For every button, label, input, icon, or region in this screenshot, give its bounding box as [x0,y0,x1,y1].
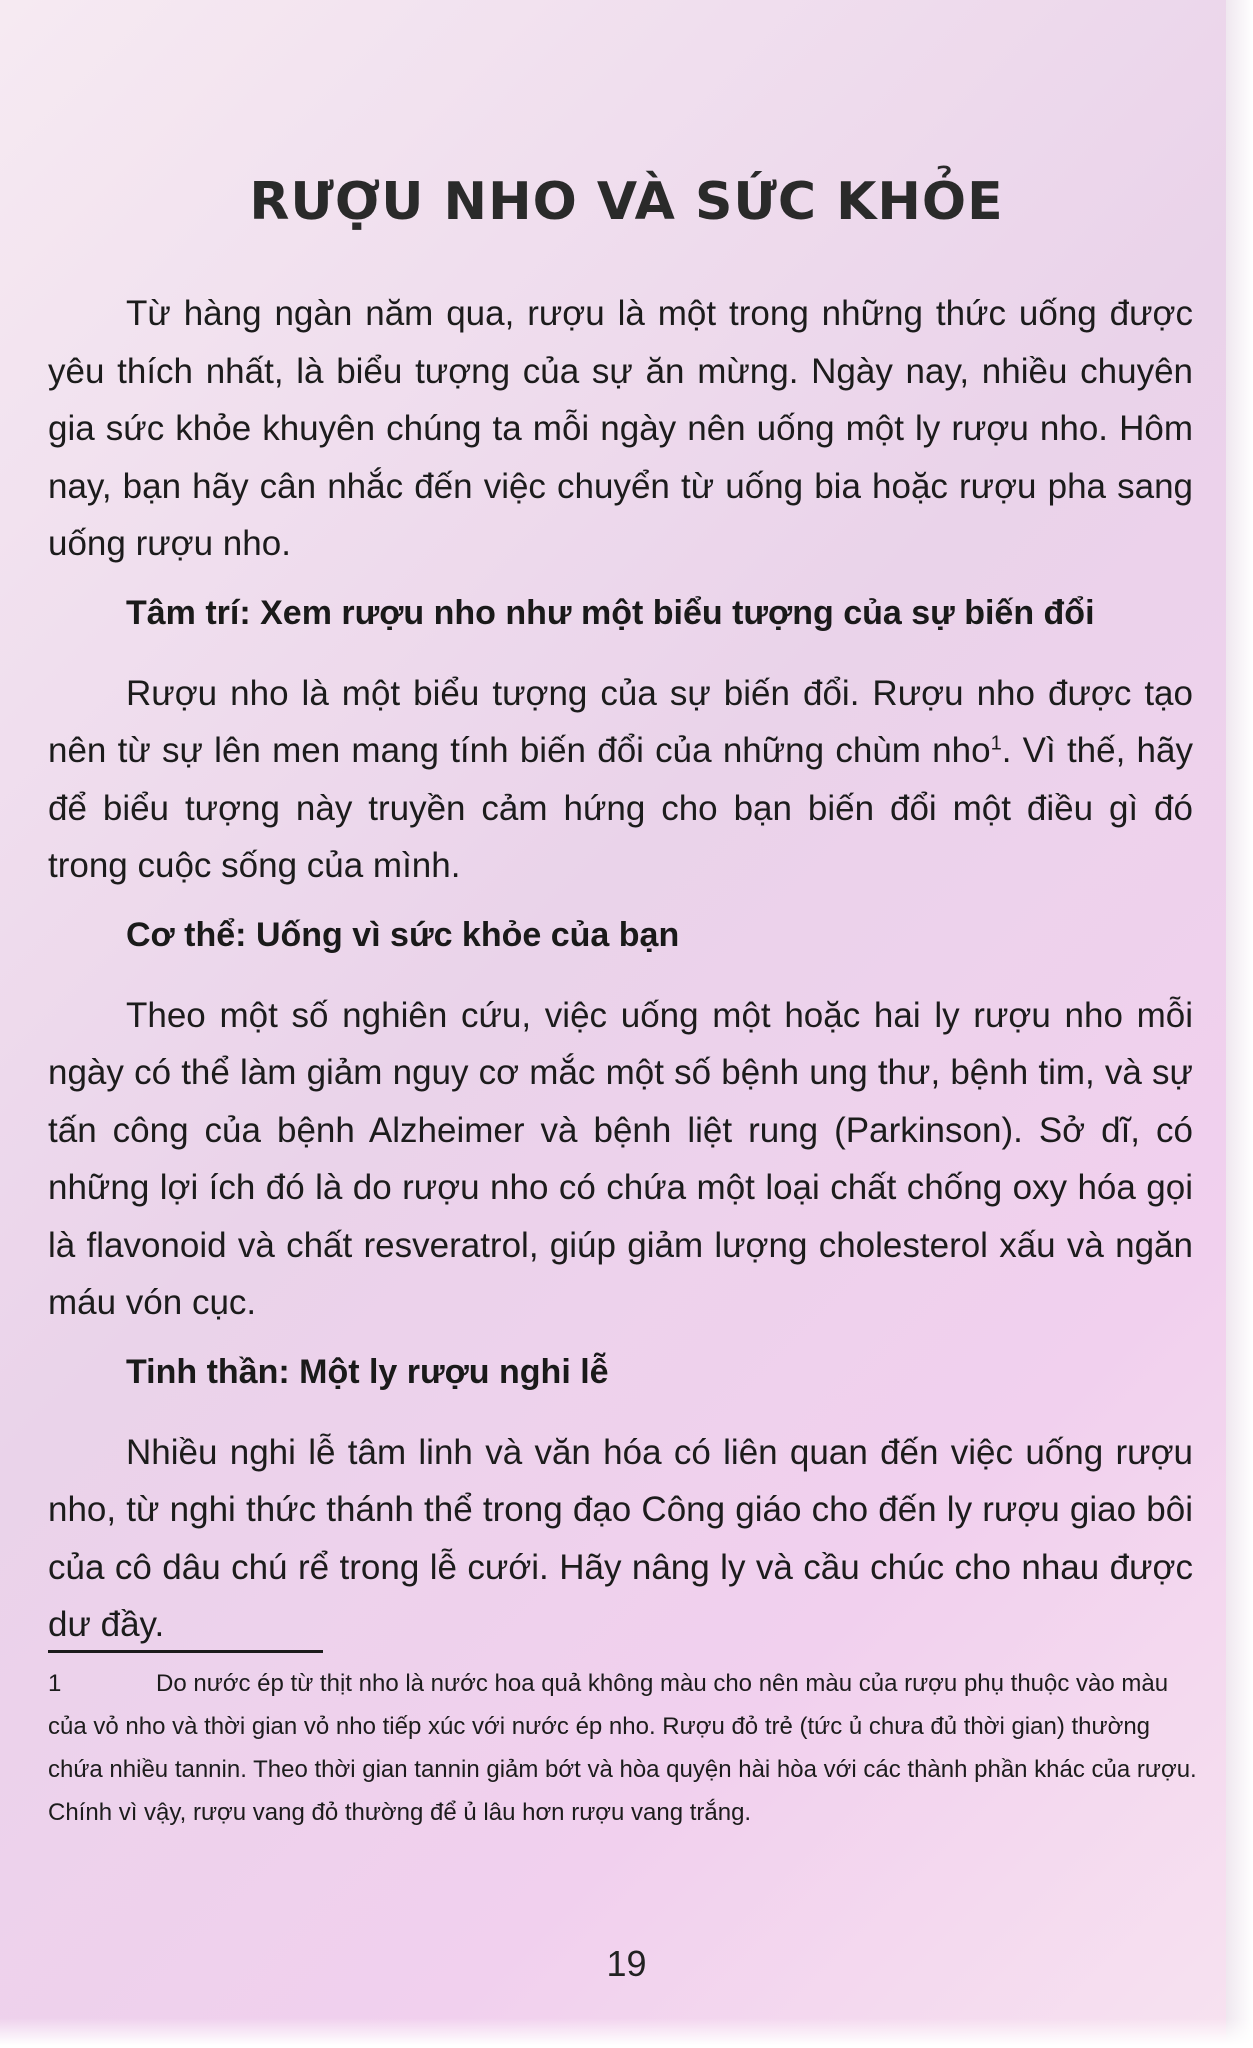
mind-text-before-ref: Rượu nho là một biểu tượng của sự biến đổi. Rượu nho được tạo nên từ sự lên men mang tính biến đổi của những chùm nho [48,673,1193,770]
intro-paragraph: Từ hàng ngàn năm qua, rượu là một trong những thức uống được yêu thích nhất, là biểu tượng của sự ăn mừng. Ngày nay, nhiều chuyên gia sức khỏe khuyên chúng ta mỗi ngày nên uống một ly rượu nho. Hôm nay, bạn hãy cân nhắc đến việc chuyển từ uống bia hoặc rượu pha sang uống rượu nho. [48,294,1193,563]
section-heading-spirit: Tinh thần: Một ly rượu nghi lễ [126,1352,609,1391]
footnote-text: Do nước ép từ thịt nho là nước hoa quả không màu cho nên màu của rượu phụ thuộc vào màu của vỏ nho và thời gian vỏ nho tiếp xúc với nước ép nho. Rượu đỏ trẻ (tức ủ chưa đủ thời gian) thường chứa nhiều tannin. Theo thời gian tannin giảm bớt và hòa quyện hài hòa với các thành phần khác của rượu. Chính vì vậy, rượu vang đỏ thường để ủ lâu hơn rượu vang trắng. [48,1670,1197,1826]
page-edge [1226,0,1253,2048]
page-bottom-edge [0,2018,1253,2048]
section-heading-mind: Tâm trí: Xem rượu nho như một biểu tượng của sự biến đổi [126,593,1095,632]
footnote-divider [48,1650,323,1653]
mind-text-after-ref: . Vì thế, hãy để biểu tượng này truyền cảm hứng cho bạn biến đổi một điều gì đó trong cuộc sống của mình. [48,731,1193,885]
page-title: RƯỢU NHO VÀ SỨC KHỎE [249,172,1004,232]
footnote-reference: 1 [990,732,1002,755]
footnote [48,1662,1198,1834]
page-number: 19 [606,1943,647,1984]
footnote-number: 1 [48,1670,62,1697]
body-text [48,285,1193,1672]
section-paragraph-mind [48,665,1193,895]
section-heading-body: Cơ thể: Uống vì sức khỏe của bạn [126,915,680,954]
section-paragraph-spirit: Nhiều nghi lễ tâm linh và văn hóa có liên quan đến việc uống rượu nho, từ nghi thức thánh thể trong đạo Công giáo cho đến ly rượu giao bôi của cô dâu chú rể trong lễ cưới. Hãy nâng ly và cầu chúc cho nhau được dư đầy. [48,1432,1193,1644]
section-paragraph-body: Theo một số nghiên cứu, việc uống một hoặc hai ly rượu nho mỗi ngày có thể làm giảm nguy cơ mắc một số bệnh ung thư, bệnh tim, và sự tấn công của bệnh Alzheimer và bệnh liệt rung (Parkinson). Sở dĩ, có những lợi ích đó là do rượu nho có chứa một loại chất chống oxy hóa gọi là flavonoid và chất resveratrol, giúp giảm lượng cholesterol xấu và ngăn máu vón cục. [48,995,1193,1322]
